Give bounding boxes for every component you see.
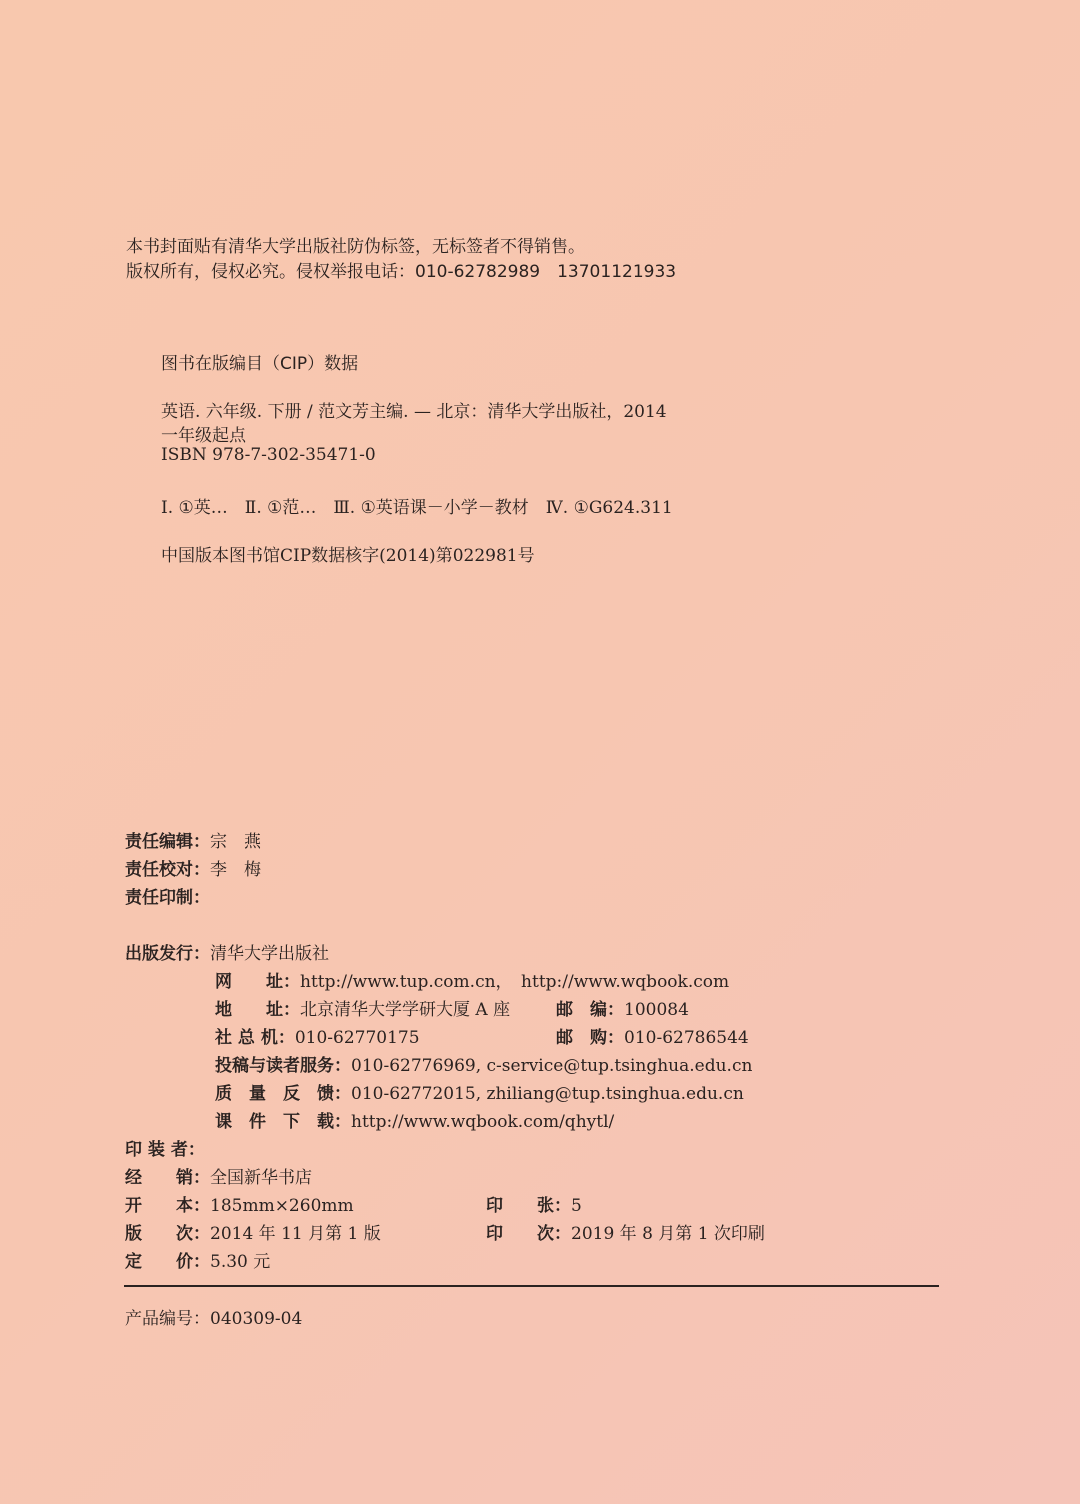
distributor-value: 全国新华书店	[210, 1168, 312, 1188]
impression-row	[486, 1219, 765, 1244]
switchboard-label: 社 总 机：	[215, 1028, 295, 1048]
printer-label: 印 装 者：	[125, 1140, 205, 1160]
edition-row	[125, 1219, 381, 1244]
responsible-printing-row	[125, 883, 210, 908]
publisher-value: 清华大学出版社	[210, 944, 329, 964]
edition-value: 2014 年 11 月第 1 版	[210, 1224, 381, 1244]
printer-row	[125, 1135, 205, 1160]
responsible-editor-label: 责任编辑：	[125, 832, 210, 852]
responsible-proofreader-value: 李 梅	[210, 860, 261, 880]
sheets-value: 5	[571, 1196, 582, 1216]
website-value: http://www.tup.com.cn， http://www.wqbook.com	[300, 972, 730, 992]
product-code-label: 产品编号：	[125, 1309, 210, 1329]
cip-series-line: 一年级起点	[161, 426, 246, 446]
quality-feedback-row	[215, 1079, 744, 1104]
courseware-download-row	[215, 1107, 614, 1132]
responsible-proofreader-row	[125, 855, 261, 880]
anti-counterfeit-notice: 本书封面贴有清华大学出版社防伪标签，无标签者不得销售。	[126, 237, 585, 257]
reader-service-label: 投稿与读者服务：	[215, 1056, 351, 1076]
publisher-row	[125, 939, 329, 964]
mail-order-value: 010-62786544	[624, 1028, 749, 1048]
switchboard-value: 010-62770175	[294, 1028, 420, 1048]
reader-service-row	[215, 1051, 752, 1076]
quality-feedback-label: 质 量 反 馈：	[215, 1084, 351, 1104]
cip-record-number: 中国版本图书馆CIP数据核字(2014)第022981号	[161, 546, 535, 566]
responsible-printing-label: 责任印制：	[125, 888, 210, 908]
mail-order-row	[556, 1023, 749, 1048]
courseware-download-label: 课 件 下 载：	[215, 1112, 351, 1132]
product-code-value: 040309-04	[210, 1309, 303, 1329]
cip-classification: Ⅰ. ①英… Ⅱ. ①范… Ⅲ. ①英语课－小学－教材 Ⅳ. ①G624.311	[161, 498, 673, 518]
sheets-row	[486, 1191, 582, 1216]
format-label: 开 本：	[125, 1196, 210, 1216]
cip-title-line: 英语. 六年级. 下册 / 范文芳主编. — 北京：清华大学出版社，2014	[161, 402, 667, 422]
format-value: 185mm×260mm	[210, 1196, 354, 1216]
courseware-download-value: http://www.wqbook.com/qhytl/	[351, 1112, 615, 1132]
address-label: 地 址：	[215, 1000, 300, 1020]
sheets-label: 印 张：	[486, 1196, 571, 1216]
responsible-editor-row	[125, 827, 261, 852]
responsible-proofreader-label: 责任校对：	[125, 860, 210, 880]
website-row	[215, 967, 729, 992]
responsible-editor-value: 宗 燕	[210, 832, 261, 852]
cip-isbn: ISBN 978-7-302-35471-0	[161, 445, 376, 465]
price-label: 定 价：	[125, 1252, 210, 1272]
copyright-notice: 版权所有，侵权必究。侵权举报电话：010-62782989 13701121933	[126, 262, 677, 282]
website-label: 网 址：	[215, 972, 300, 992]
zip-row	[556, 995, 689, 1020]
quality-feedback-value: 010-62772015, zhiliang@tup.tsinghua.edu.cn	[351, 1084, 744, 1104]
format-row	[125, 1191, 354, 1216]
impression-label: 印 次：	[486, 1224, 571, 1244]
address-row	[215, 995, 510, 1020]
address-value: 北京清华大学学研大厦 A 座	[300, 1000, 511, 1020]
edition-label: 版 次：	[125, 1224, 210, 1244]
price-value: 5.30 元	[210, 1252, 271, 1272]
divider-rule	[124, 1285, 939, 1287]
zip-value: 100084	[624, 1000, 689, 1020]
impression-value: 2019 年 8 月第 1 次印刷	[571, 1224, 765, 1244]
mail-order-label: 邮 购：	[556, 1028, 624, 1048]
price-row	[125, 1247, 270, 1272]
reader-service-value: 010-62776969, c-service@tup.tsinghua.edu.cn	[351, 1056, 753, 1076]
distributor-row	[125, 1163, 312, 1188]
distributor-label: 经 销：	[125, 1168, 210, 1188]
switchboard-row	[215, 1023, 420, 1048]
zip-label: 邮 编：	[556, 1000, 624, 1020]
publisher-label: 出版发行：	[125, 944, 210, 964]
product-code-row	[125, 1304, 302, 1329]
cip-heading: 图书在版编目（CIP）数据	[161, 354, 359, 374]
